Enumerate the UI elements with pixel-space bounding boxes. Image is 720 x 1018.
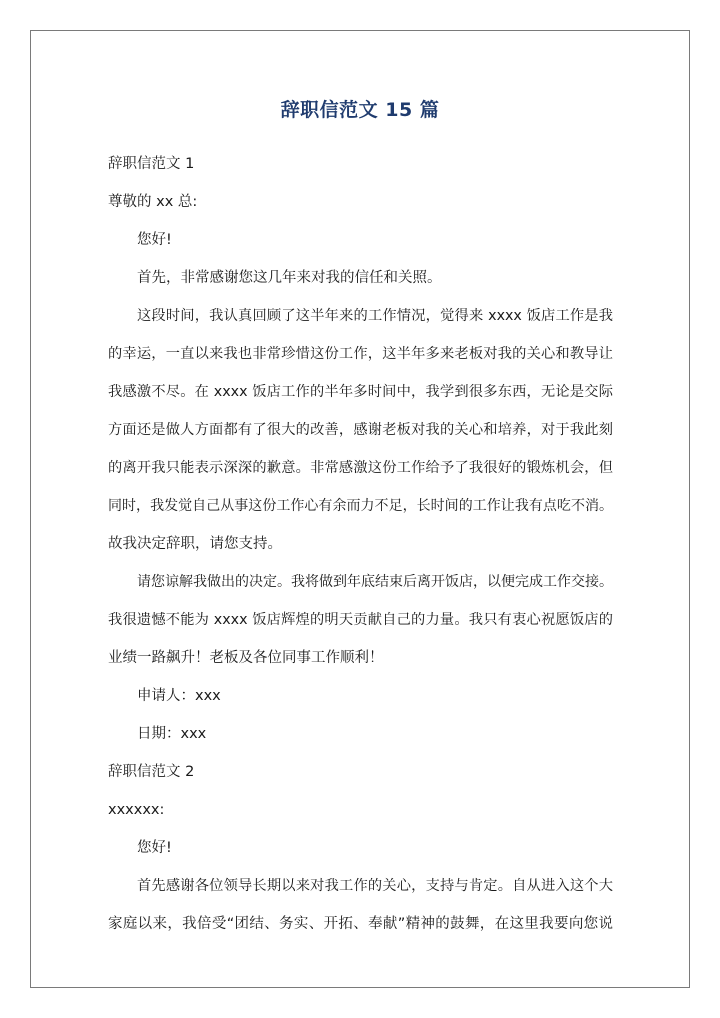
- paragraph-line: 我很遗憾不能为 xxxx 饭店辉煌的明天贡献自己的力量。我只有衷心祝愿饭店的: [108, 612, 613, 628]
- applicant-line: 申请人：xxx: [137, 688, 221, 704]
- document-title: 辞职信范文 15 篇: [280, 99, 440, 121]
- paragraph-line: 同时，我发觉自己从事这份工作心有余而力不足，长时间的工作让我有点吃不消。: [108, 498, 613, 514]
- date-line: 日期：xxx: [137, 726, 207, 742]
- section-heading-1: 辞职信范文 1: [108, 156, 195, 172]
- paragraph-line: 业绩一路飙升！老板及各位同事工作顺利！: [108, 650, 384, 666]
- paragraph-line: 的离开我只能表示深深的歉意。非常感激这份工作给予了我很好的锻炼机会，但: [108, 460, 613, 476]
- greeting: 您好!: [137, 840, 172, 856]
- paragraph-line: 方面还是做人方面都有了很大的改善，感谢老板对我的关心和培养，对于我此刻: [108, 422, 613, 438]
- salutation: 尊敬的 xx 总:: [108, 194, 198, 210]
- paragraph-line: 首先感谢各位领导长期以来对我工作的关心，支持与肯定。自从进入这个大: [137, 878, 613, 894]
- paragraph-line: 我感激不尽。在 xxxx 饭店工作的半年多时间中，我学到很多东西，无论是交际: [108, 384, 613, 400]
- greeting: 您好!: [137, 232, 172, 248]
- section-heading-2: 辞职信范文 2: [108, 764, 195, 780]
- salutation: xxxxxx:: [108, 802, 165, 818]
- paragraph-line: 故我决定辞职，请您支持。: [108, 536, 282, 552]
- paragraph-line: 请您谅解我做出的决定。我将做到年底结束后离开饭店，以便完成工作交接。: [137, 574, 613, 590]
- paragraph-line: 家庭以来，我倍受“团结、务实、开拓、奉献”精神的鼓舞，在这里我要向您说: [108, 916, 613, 932]
- paragraph-line: 这段时间，我认真回顾了这半年来的工作情况，觉得来 xxxx 饭店工作是我: [137, 308, 613, 324]
- paragraph-line: 首先，非常感谢您这几年来对我的信任和关照。: [137, 270, 442, 286]
- paragraph-line: 的幸运，一直以来我也非常珍惜这份工作，这半年多来老板对我的关心和教导让: [108, 346, 613, 362]
